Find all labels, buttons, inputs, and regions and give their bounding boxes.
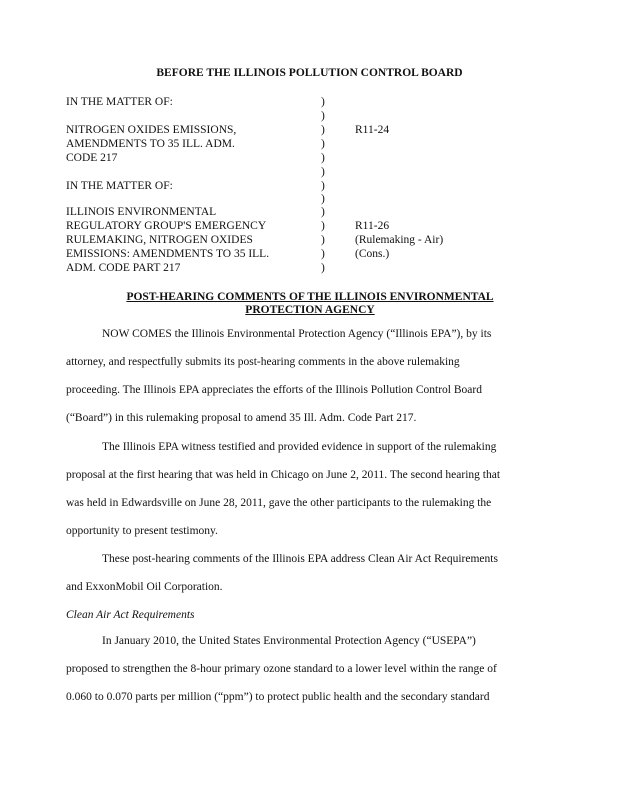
paragraph-line: opportunity to present testimony. [66,525,218,537]
paragraph-line: In January 2010, the United States Environmental Protection Agency (“USEPA”) [102,635,476,647]
caption-paren: ) [321,234,325,246]
caption-paren: ) [321,152,325,164]
docket-number-r11-24: R11-24 [355,124,390,136]
consolidated-label: (Cons.) [355,248,390,260]
paragraph-line: and ExxonMobil Oil Corporation. [66,581,223,593]
paragraph-line: proposal at the first hearing that was held in Chicago on June 2, 2011. The second hearing that [66,469,501,481]
paragraph-line: was held in Edwardsville on June 28, 2011, gave the other participants to the rulemaking the [66,497,492,509]
caption-paren: ) [321,110,325,122]
paragraph-line: NOW COMES the Illinois Environmental Protection Agency (“Illinois EPA”), by its [102,328,492,340]
caption-paren: ) [321,206,325,218]
docket-number-r11-26: R11-26 [355,220,390,232]
caption-line: REGULATORY GROUP'S EMERGENCY [66,220,267,232]
caption-line: ADM. CODE PART 217 [66,262,181,274]
paragraph-line: proposed to strengthen the 8-hour primary ozone standard to a lower level within the range of [66,663,497,675]
caption-paren: ) [321,262,325,274]
caption-line: NITROGEN OXIDES EMISSIONS, [66,124,237,136]
caption-line: EMISSIONS: AMENDMENTS TO 35 ILL. [66,248,270,260]
caption-line: AMENDMENTS TO 35 ILL. ADM. [66,138,235,150]
paragraph-line: The Illinois EPA witness testified and provided evidence in support of the rulemaking [102,441,497,453]
caption-paren: ) [321,180,325,192]
section-subheading: Clean Air Act Requirements [66,609,195,621]
caption-paren: ) [321,248,325,260]
caption-paren: ) [321,220,325,232]
caption-paren: ) [321,166,325,178]
paragraph-line: These post-hearing comments of the Illinois EPA address Clean Air Act Requirements [102,553,498,565]
caption-line: ILLINOIS ENVIRONMENTAL [66,206,217,218]
document-title: BEFORE THE ILLINOIS POLLUTION CONTROL BOARD [156,67,463,79]
caption-line: CODE 217 [66,152,118,164]
paragraph-line: proceeding. The Illinois EPA appreciates the efforts of the Illinois Pollution Control Board [66,384,482,396]
caption-line: IN THE MATTER OF: [66,96,173,108]
caption-paren: ) [321,124,325,136]
comments-heading-line-1: POST-HEARING COMMENTS OF THE ILLINOIS ENVIRONMENTAL [126,291,494,303]
comments-heading-line-2: PROTECTION AGENCY [245,304,375,316]
caption-paren: ) [321,193,325,205]
rulemaking-type: (Rulemaking - Air) [355,234,444,246]
paragraph-line: attorney, and respectfully submits its post-hearing comments in the above rulemaking [66,356,460,368]
caption-paren: ) [321,96,325,108]
caption-paren: ) [321,138,325,150]
caption-line: IN THE MATTER OF: [66,180,173,192]
paragraph-line: (“Board”) in this rulemaking proposal to amend 35 Ill. Adm. Code Part 217. [66,412,417,424]
caption-line: RULEMAKING, NITROGEN OXIDES [66,234,253,246]
paragraph-line: 0.060 to 0.070 parts per million (“ppm”) to protect public health and the secondary standard [66,691,490,703]
